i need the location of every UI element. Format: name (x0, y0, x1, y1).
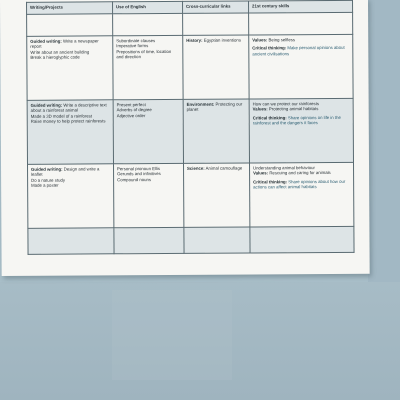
cell-english (113, 99, 183, 163)
cell-line-label: History: (186, 37, 203, 43)
cell-line-label: Guided writing: (30, 102, 63, 108)
cell-line-label: Critical thinking: (252, 115, 287, 121)
background-shadow (112, 290, 232, 380)
cell-line-text: Make personal opinions about ancient civilisations (252, 45, 345, 57)
cell-line-text: Write a descriptive text about a rainforest animal (30, 102, 107, 114)
cell-skills (250, 226, 354, 253)
cell-cross (184, 227, 250, 253)
cell-line (253, 115, 350, 126)
cell-english (113, 13, 183, 35)
cell-line-label: Values: (253, 170, 269, 176)
cell-line-text: Break a hieroglyphic code (30, 54, 80, 61)
cell-skills (249, 98, 353, 163)
cell-skills (250, 162, 354, 227)
table-row (28, 162, 354, 228)
cell-line-text: Animal camouflage (204, 165, 243, 171)
cell-line-text: How can we protect our rainforests (252, 101, 320, 107)
cell-english (113, 35, 183, 99)
cell-skills (249, 34, 353, 99)
cell-line-text: Subordinate clauses (116, 38, 156, 44)
cell-line-text: Prepositions of time, location and direction (116, 48, 172, 60)
cell-line-text: Made a 3D model of a rainforest (30, 113, 93, 119)
cell-line-text: Share opinions about how our actions can affect animal habitats (253, 178, 346, 190)
cell-writing (27, 36, 113, 101)
cell-english (114, 163, 184, 227)
cell-line-text: Share opinions on life in the rainforest and the dangers it faces (252, 114, 341, 126)
table-row (27, 12, 353, 36)
cell-writing (28, 164, 114, 229)
table-row (27, 98, 353, 164)
cell-line (253, 179, 350, 190)
cell-line (31, 102, 110, 113)
cell-writing (27, 100, 113, 165)
cell-line (187, 102, 246, 113)
curriculum-table (26, 0, 355, 255)
cell-line-text: Raise money to help protect rainforests (30, 118, 106, 125)
cell-line-text: Protecting animal habitats (267, 106, 319, 112)
cell-line-label: Environment: (186, 101, 215, 107)
header-cross-curricular-links: Cross-curricular links (183, 1, 249, 13)
cell-line-text: Personal pronoun Ellis (117, 166, 161, 172)
cell-line-text: Rescuing and caring for animals (268, 170, 331, 176)
cell-line (117, 177, 180, 183)
cell-line-label: Critical thinking: (253, 179, 288, 185)
cell-line-label: Values: (252, 37, 268, 43)
cell-line-text: Made a poster (31, 182, 59, 189)
table-row (28, 226, 354, 254)
cell-cross (183, 35, 249, 99)
header-21st-century-skills: 21st century skills (249, 0, 353, 13)
cell-line (252, 45, 349, 56)
cell-line-label: Values: (252, 106, 268, 112)
cell-line-text: Understanding animal behaviour (253, 165, 315, 171)
cell-line-text: Adjective order (116, 112, 146, 119)
header-writing-projects: Writing/Projects (27, 2, 113, 15)
cell-line-text: Being selfless (267, 37, 296, 43)
cell-line (31, 119, 110, 125)
cell-line-text: Write about an ancient building (30, 49, 90, 55)
cell-cross (183, 13, 249, 35)
cell-cross (183, 99, 249, 163)
cell-line-text: Write a newspaper report (30, 38, 99, 50)
cell-line-text: Gerunds and infinitives (117, 171, 161, 177)
cell-line-text: Do a nature study (31, 177, 66, 183)
cell-line-label: Guided writing: (31, 166, 63, 172)
cell-line (31, 166, 110, 177)
cell-line-label: Guided writing: (30, 38, 62, 44)
cell-line-text: Present perfect (116, 102, 146, 108)
cell-line-label: Science: (187, 165, 205, 171)
header-use-of-english: Use of English (113, 1, 183, 13)
cell-line (30, 55, 109, 61)
cell-line-label: Critical thinking: (252, 45, 287, 51)
cell-line (31, 183, 110, 189)
background-edge (368, 0, 400, 282)
cell-writing (28, 228, 114, 255)
cell-line-text: Protecting our planet (186, 101, 243, 113)
cell-line-text: Adverbs of degree (116, 107, 152, 113)
cell-line-text: Imperative forms (116, 43, 149, 49)
cell-line-text: Compound nouns (117, 176, 152, 183)
cell-cross (184, 163, 250, 227)
cell-line (187, 166, 246, 172)
cell-line (186, 38, 245, 44)
table-row (27, 34, 353, 100)
cell-english (114, 227, 184, 253)
cell-line-text: Egyptian inventions (202, 37, 241, 43)
cell-skills (249, 12, 353, 35)
cell-line (117, 113, 180, 119)
cell-line (30, 38, 109, 49)
cell-line (116, 49, 179, 60)
cell-writing (27, 14, 113, 37)
cell-line-text: Design and write a leaflet (31, 166, 100, 178)
